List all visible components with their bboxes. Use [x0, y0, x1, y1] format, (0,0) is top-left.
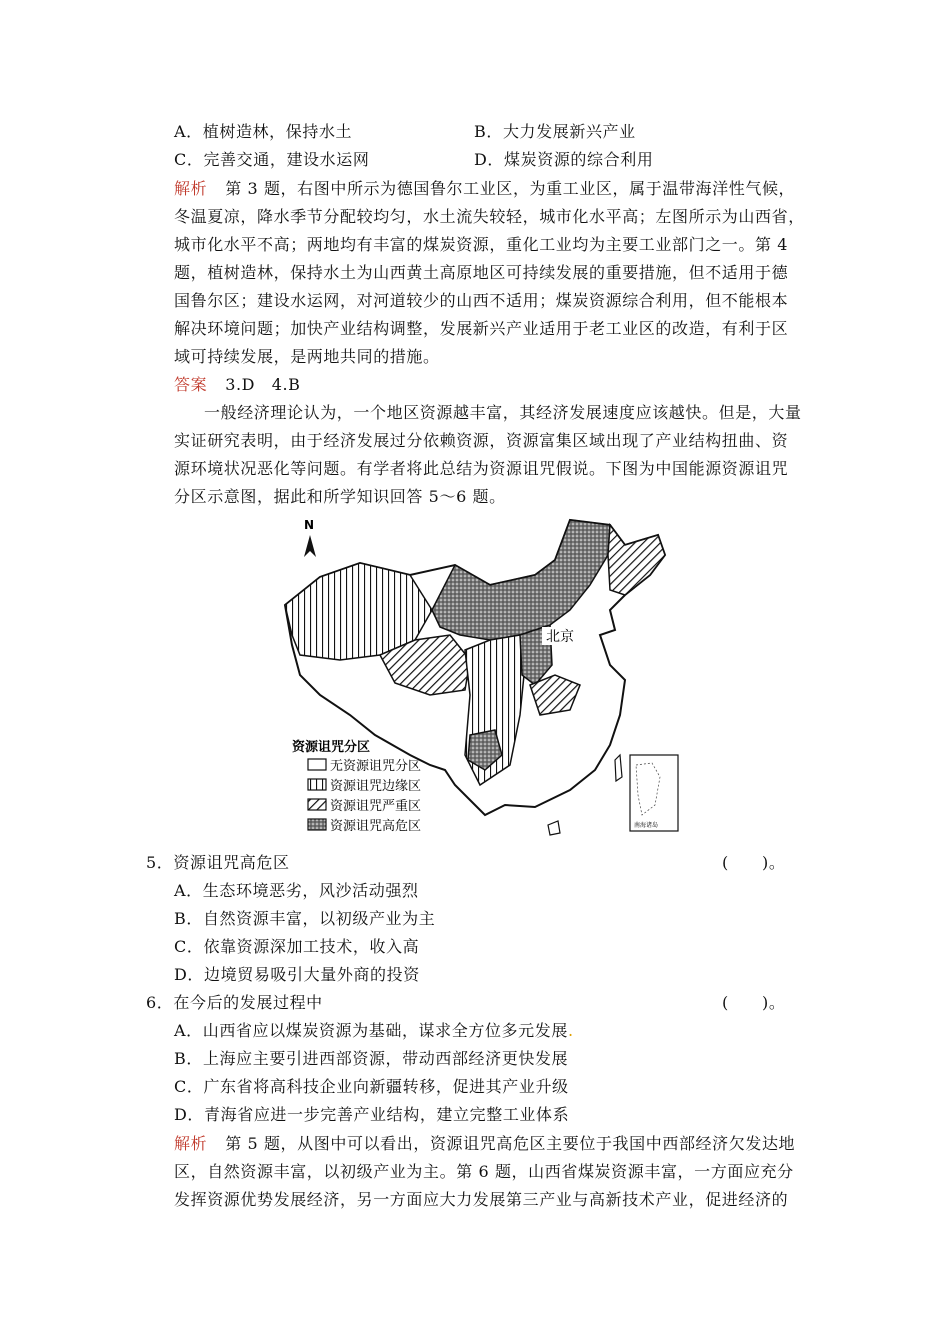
legend-title: 资源诅咒分区: [292, 740, 371, 755]
legend-item: 资源诅咒高危区: [330, 819, 422, 834]
q6-stem: 6．在今后的发展过程中: [146, 993, 323, 1012]
q6-option: A．山西省应以煤炭资源为基础，谋求全方位多元发展.: [174, 1021, 574, 1040]
answer-line: [174, 374, 301, 396]
option-b: B．大力发展新兴产业: [474, 122, 636, 141]
q5-option: A．生态环境恶劣，风沙活动强烈: [174, 881, 419, 900]
q5-option: B．自然资源丰富，以初级产业为主: [174, 909, 436, 928]
q5-option: C．依靠资源深加工技术，收入高: [174, 937, 420, 956]
analysis-line: 冬温夏凉，降水季节分配较均匀，水土流失较轻，城市化水平高；左图所示为山西省，: [174, 207, 805, 226]
q6-option: B．上海应主要引进西部资源，带动西部经济更快发展: [174, 1049, 569, 1068]
analysis-line: 解决环境问题；加快产业结构调整，发展新兴产业适用于老工业区的改造，有利于区: [174, 319, 789, 338]
analysis-line: 题，植树造林，保持水土为山西黄土高原地区可持续发展的重要措施，但不适用于德: [174, 263, 789, 282]
taiwan-island: [615, 755, 622, 781]
legend-item: 资源诅咒边缘区: [330, 779, 422, 794]
analysis-line: 国鲁尔区；建设水运网，对河道较少的山西不适用；煤炭资源综合利用，但不能根本: [174, 291, 789, 310]
legend-item: 无资源诅咒分区: [330, 759, 422, 774]
option-a: A．植树造林，保持水土: [174, 122, 353, 141]
analysis-label: 解析: [174, 1134, 208, 1153]
beijing-label: 北京: [546, 629, 574, 645]
inset-label: 南海诸岛: [634, 822, 659, 829]
china-resource-curse-map: [280, 515, 680, 840]
analysis-line: 区，自然资源丰富，以初级产业为主。第 6 题，山西省煤炭资源丰富，一方面应充分: [174, 1162, 794, 1181]
legend-item: 资源诅咒严重区: [330, 799, 422, 814]
analysis-line: 发挥资源优势发展经济，另一方面应大力发展第三产业与高新技术产业，促进经济的: [174, 1190, 789, 1209]
analysis-label: 解析: [174, 179, 208, 198]
analysis-line: 解析 第 5 题，从图中可以看出，资源诅咒高危区主要位于我国中西部经济欠发达地: [174, 1134, 796, 1153]
q6-option: D．青海省应进一步完善产业结构，建立完整工业体系: [174, 1105, 570, 1124]
stray-dot: .: [567, 1021, 574, 1040]
answer-label: 答案: [174, 375, 208, 394]
intro-line: 分区示意图，据此和所学知识回答 5～6 题。: [174, 487, 506, 506]
analysis-line: 城市化水平不高；两地均有丰富的煤炭资源，重化工业均为主要工业部门之一。第 4: [174, 235, 789, 254]
intro-line: 实证研究表明，由于经济发展过分依赖资源，资源富集区域出现了产业结构扭曲、资: [174, 431, 789, 450]
option-d: D．煤炭资源的综合利用: [474, 150, 654, 169]
legend-swatch-severe: [308, 799, 326, 810]
intro-line: 一般经济理论认为，一个地区资源越丰富，其经济发展速度应该越快。但是，大量: [204, 403, 802, 422]
answer-text: 3.D 4.B: [225, 375, 301, 394]
north-label: N: [304, 518, 315, 532]
option-c: C．完善交通，建设水运网: [174, 150, 370, 169]
legend-swatch-high: [308, 819, 326, 830]
region-heilongjiang: [608, 525, 665, 595]
legend-swatch-none: [308, 759, 326, 770]
q5-stem: 5．资源诅咒高危区: [146, 853, 290, 872]
intro-line: 源环境状况恶化等问题。有学者将此总结为资源诅咒假说。下图为中国能源资源诅咒: [174, 459, 789, 478]
north-arrow-icon: [304, 535, 316, 557]
hainan-island: [548, 821, 560, 835]
legend-swatch-edge: [308, 779, 326, 790]
q5-option: D．边境贸易吸引大量外商的投资: [174, 965, 420, 984]
analysis-line: 域可持续发展，是两地共同的措施。: [174, 347, 440, 366]
q6-bracket: ( )。: [722, 993, 786, 1012]
q6-option: C．广东省将高科技企业向新疆转移，促进其产业升级: [174, 1077, 569, 1096]
q5-bracket: ( )。: [722, 853, 786, 872]
analysis-line: 解析 第 3 题，右图中所示为德国鲁尔工业区，为重工业区，属于温带海洋性气候，: [174, 179, 796, 198]
